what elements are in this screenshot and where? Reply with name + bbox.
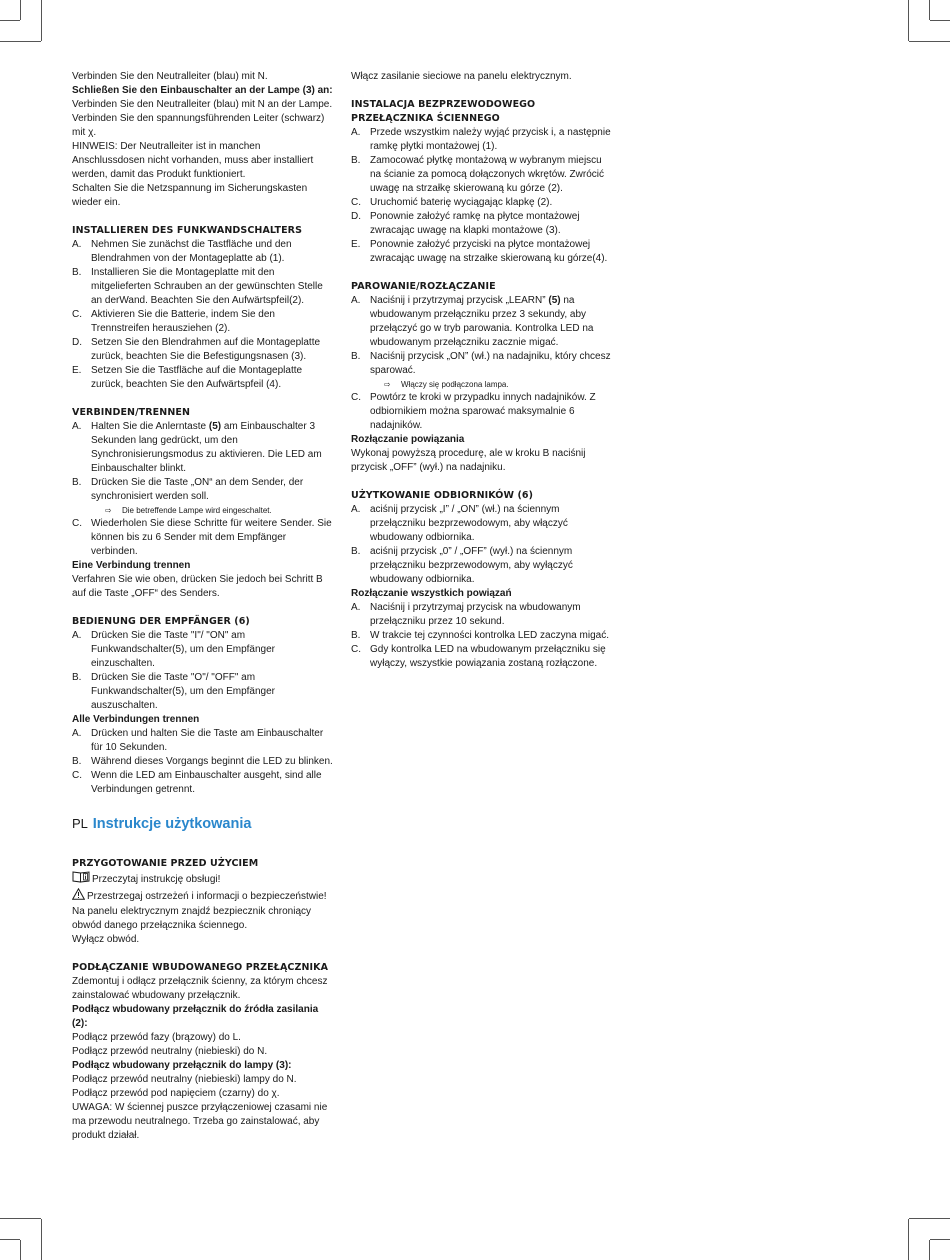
list-text: Drücken Sie die Taste „ON“ an dem Sender, der synchronisiert werden soll. [91, 477, 304, 502]
list-text: na wbudowanym przełączniku przez 3 sekundy, aby przełączyć go w tryb parowania. Kontrolka LED na wbudowanym przełączniku zacznie migać. [370, 295, 594, 348]
crop-mark [908, 1219, 909, 1260]
list-text: W trakcie tej czynności kontrolka LED zaczyna migać. [370, 630, 609, 641]
crop-mark [909, 1218, 950, 1219]
subheading: Rozłączanie powiązania [351, 434, 465, 445]
list-item [351, 350, 613, 378]
subheading: Podłącz wbudowany przełącznik do źródła zasilania (2): [72, 1004, 319, 1029]
list-marker: D. [351, 211, 361, 222]
list-text-bold: (5) [548, 295, 561, 306]
section-heading: PODŁĄCZANIE WBUDOWANEGO PRZEŁĄCZNIKA [72, 962, 329, 973]
crop-mark [930, 20, 950, 21]
paragraph: HINWEIS: Der Neutralleiter ist in manchen Anschlussdosen nicht vorhanden, muss aber installiert werden, damit das Produkt funktioniert. [72, 141, 314, 180]
paragraph: Podłącz przewód neutralny (niebieski) do N. [72, 1046, 268, 1057]
list-item [72, 671, 334, 713]
crop-mark [41, 0, 42, 41]
list-text: Wenn die LED am Einbauschalter ausgeht, sind alle Verbindungen getrennt. [91, 770, 322, 795]
list-marker: A. [351, 127, 361, 138]
list-marker: D. [72, 337, 82, 348]
list-item [72, 629, 334, 671]
list-item [72, 476, 334, 504]
paragraph: Wyłącz obwód. [72, 934, 140, 945]
section-spacer [72, 601, 334, 615]
list-marker: B. [72, 477, 82, 488]
paragraph: Włącz zasilanie sieciowe na panelu elektrycznym. [351, 71, 572, 82]
paragraph: Verbinden Sie den Neutralleiter (blau) mit N an der Lampe. [72, 99, 333, 110]
list-marker: B. [351, 630, 361, 641]
list-text: am Einbauschalter 3 Sekunden lang gedrückt, um den Synchronisierungsmodus zu aktivieren. Die LED am Einbauschalter blinkt. [91, 421, 322, 474]
section-title-text: Instrukcje użytkowania [92, 816, 252, 832]
crop-mark [0, 1239, 20, 1240]
list-marker: B. [351, 155, 361, 166]
list-marker: A. [72, 421, 82, 432]
list-text: Während dieses Vorgangs beginnt die LED zu blinken. [91, 756, 333, 767]
list-marker: C. [351, 197, 361, 208]
icon-paragraph [72, 871, 334, 888]
crop-mark [41, 1219, 42, 1260]
list-text: Przede wszystkim należy wyjąć przycisk i, a następnie ramkę płytki montażowej (1). [370, 127, 611, 152]
list-marker: C. [351, 392, 361, 403]
list-text: Gdy kontrolka LED na wbudowanym przełączniku się wyłączy, wszystkie powiązania zostaną rozłączone. [370, 644, 606, 669]
section-spacer [72, 947, 334, 961]
list-item [72, 308, 334, 336]
list-text: Ponownie założyć ramkę na płytce montażowej zwracając uwagę na klapki montażowe (3). [370, 211, 580, 236]
arrow-right-icon: ⇨ [105, 506, 112, 515]
list-marker: E. [72, 365, 82, 376]
list-item [351, 196, 613, 210]
list-text: Zamocować płytkę montażową w wybranym miejscu na ścianie za pomocą dołączonych wkrętów. Zwrócić uwagę na strzałkę skierowaną ku górze (2). [370, 155, 604, 194]
list-item [351, 391, 613, 433]
list-marker: C. [72, 770, 82, 781]
list-marker: E. [351, 239, 361, 250]
paragraph-text: Przestrzegaj ostrzeżeń i informacji o bezpieczeństwie! [87, 891, 327, 902]
list-text: Uruchomić baterię wyciągając klapkę (2). [370, 197, 553, 208]
list-marker: C. [72, 518, 82, 529]
paragraph: Verfahren Sie wie oben, drücken Sie jedoch bei Schritt B auf die Taste „OFF“ des Senders. [72, 574, 323, 599]
subheading: Rozłączanie wszystkich powiązań [351, 588, 512, 599]
note-text: Włączy się podłączona lampa. [401, 380, 509, 389]
list-text: Ponownie założyć przyciski na płytce montażowej zwracając uwagę na strzałke skierowaną ku górze(4). [370, 239, 608, 264]
list-text: Naciśnij i przytrzymaj przycisk na wbudowanym przełączniku przez 10 sekund. [370, 602, 581, 627]
section-heading: INSTALACJA BEZPRZEWODOWEGO PRZEŁĄCZNIKA ŚCIENNEGO [351, 99, 536, 124]
list-text: Installieren Sie die Montageplatte mit den mitgelieferten Schrauben an der gewünschten Stelle an derWand. Beachten Sie den Aufwärtspfeil(2). [91, 267, 323, 306]
paragraph: Wykonaj powyższą procedurę, ale w kroku B naciśnij przycisk „OFF” (wył.) na nadajniku. [351, 448, 586, 473]
list-item [72, 266, 334, 308]
paragraph: Na panelu elektrycznym znajdź bezpiecznik chroniący obwód danego przełącznika ściennego. [72, 906, 312, 931]
section-heading: UŻYTKOWANIE ODBIORNIKÓW (6) [351, 490, 534, 501]
list-text: Naciśnij przycisk „ON” (wł.) na nadajniku, który chcesz sparować. [370, 351, 611, 376]
right-column [351, 70, 613, 671]
paragraph: Podłącz przewód fazy (brązowy) do L. [72, 1032, 241, 1043]
crop-mark [929, 0, 930, 20]
subheading: Podłącz wbudowany przełącznik do lampy (3): [72, 1060, 292, 1071]
section-spacer [351, 84, 613, 98]
list-text: Wiederholen Sie diese Schritte für weitere Sender. Sie können bis zu 6 Sender mit dem Empfänger verbinden. [91, 518, 332, 557]
crop-mark [930, 1239, 950, 1240]
list-marker: A. [351, 504, 361, 515]
paragraph: Verbinden Sie den spannungsführenden Leiter (schwarz) mit χ. [72, 113, 325, 138]
subheading: Schließen Sie den Einbauschalter an der Lampe (3) an: [72, 85, 333, 96]
list-marker: C. [351, 644, 361, 655]
list-item [351, 503, 613, 545]
list-marker: B. [351, 351, 361, 362]
list-text: Nehmen Sie zunächst die Tastfläche und den Blendrahmen von der Montageplatte ab (1). [91, 239, 292, 264]
list-item [72, 769, 334, 797]
note-text: Die betreffende Lampe wird eingeschaltet. [122, 506, 272, 515]
list-marker: A. [351, 602, 361, 613]
list-item [72, 364, 334, 392]
paragraph: Podłącz przewód neutralny (niebieski) lampy do N. [72, 1074, 297, 1085]
list-marker: A. [72, 728, 82, 739]
section-heading: BEDIENUNG DER EMPFÄNGER (6) [72, 616, 250, 627]
list-item [351, 238, 613, 266]
paragraph-text: Przeczytaj instrukcję obsługi! [92, 874, 221, 885]
subheading: Eine Verbindung trennen [72, 560, 191, 571]
list-item [72, 336, 334, 364]
list-marker: A. [72, 239, 82, 250]
paragraph: Verbinden Sie den Neutralleiter (blau) mit N. [72, 71, 268, 82]
list-text: Naciśnij i przytrzymaj przycisk „LEARN” [370, 295, 549, 306]
list-item [351, 629, 613, 643]
left-column [72, 70, 334, 1143]
list-text: Setzen Sie die Tastfläche auf die Montageplatte zurück, beachten Sie den Aufwärtspfeil (4). [91, 365, 303, 390]
list-item [72, 727, 334, 755]
list-item [351, 154, 613, 196]
list-text: Drücken Sie die Taste "O"/ "OFF" am Funkwandschalter(5), um den Empfänger auszuschalten. [91, 672, 275, 711]
list-marker: C. [72, 309, 82, 320]
crop-mark [909, 41, 950, 42]
list-marker: B. [72, 267, 82, 278]
list-marker: B. [351, 546, 361, 557]
section-heading: INSTALLIEREN DES FUNKWANDSCHALTERS [72, 225, 303, 236]
list-marker: A. [351, 295, 361, 306]
list-item [351, 545, 613, 587]
list-text: Drücken Sie die Taste "I"/ "ON" am Funkwandschalter(5), um den Empfänger einzuschalten. [91, 630, 275, 669]
list-text: Powtórz te kroki w przypadku innych nadajników. Z odbiornikiem można sparować maksymalnie 6 nadajników. [370, 392, 596, 431]
crop-mark [0, 41, 41, 42]
section-heading: VERBINDEN/TRENNEN [72, 407, 191, 418]
list-item [351, 643, 613, 671]
section-spacer [351, 266, 613, 280]
section-spacer [72, 210, 334, 224]
list-item [72, 755, 334, 769]
list-item [351, 294, 613, 350]
result-note [351, 378, 613, 391]
list-text: Setzen Sie den Blendrahmen auf die Montageplatte zurück, beachten Sie die Befestigungsnasen (3). [91, 337, 321, 362]
section-heading: PAROWANIE/ROZŁĄCZANIE [351, 281, 496, 292]
list-item [351, 126, 613, 154]
arrow-right-icon: ⇨ [384, 380, 391, 389]
section-spacer [72, 392, 334, 406]
language-section-title [72, 815, 334, 835]
list-item [72, 517, 334, 559]
list-item [351, 601, 613, 629]
crop-mark [908, 0, 909, 41]
list-text: Halten Sie die Anlerntaste [91, 421, 209, 432]
paragraph: Schalten Sie die Netzspannung im Sicherungskasten wieder ein. [72, 183, 308, 208]
warning-icon [72, 888, 85, 905]
list-item [72, 420, 334, 476]
section-spacer [351, 475, 613, 489]
list-text: aciśnij przycisk „0” / „OFF” (wył.) na ściennym przełączniku bezprzewodowym, aby wyłączyć wbudowany odbiornika. [370, 546, 573, 585]
icon-paragraph [72, 888, 334, 905]
manual-icon [72, 871, 90, 888]
section-heading: PRZYGOTOWANIE PRZED UŻYCIEM [72, 858, 259, 869]
crop-mark [20, 1240, 21, 1260]
list-marker: A. [72, 630, 82, 641]
list-text: Drücken und halten Sie die Taste am Einbauschalter für 10 Sekunden. [91, 728, 324, 753]
list-text: Aktivieren Sie die Batterie, indem Sie den Trennstreifen herausziehen (2). [91, 309, 275, 334]
list-item [72, 238, 334, 266]
crop-mark [0, 1218, 41, 1219]
paragraph: UWAGA: W ściennej puszce przyłączeniowej czasami nie ma przewodu neutralnego. Trzeba go zainstalować, aby produkt działał. [72, 1102, 328, 1141]
result-note [72, 504, 334, 517]
subheading: Alle Verbindungen trennen [72, 714, 200, 725]
crop-mark [0, 20, 20, 21]
list-text: aciśnij przycisk „I” / „ON” (wł.) na ściennym przełączniku bezprzewodowym, aby włączyć wbudowany odbiornika. [370, 504, 568, 543]
paragraph: Zdemontuj i odłącz przełącznik ścienny, za którym chcesz zainstalować wbudowany przełącznik. [72, 976, 328, 1001]
language-code: PL [72, 816, 88, 831]
crop-mark [20, 0, 21, 20]
list-text-bold: (5) [208, 421, 222, 432]
paragraph: Podłącz przewód pod napięciem (czarny) do χ. [72, 1088, 280, 1099]
list-item [351, 210, 613, 238]
list-marker: B. [72, 756, 82, 767]
crop-mark [929, 1240, 930, 1260]
list-marker: B. [72, 672, 82, 683]
